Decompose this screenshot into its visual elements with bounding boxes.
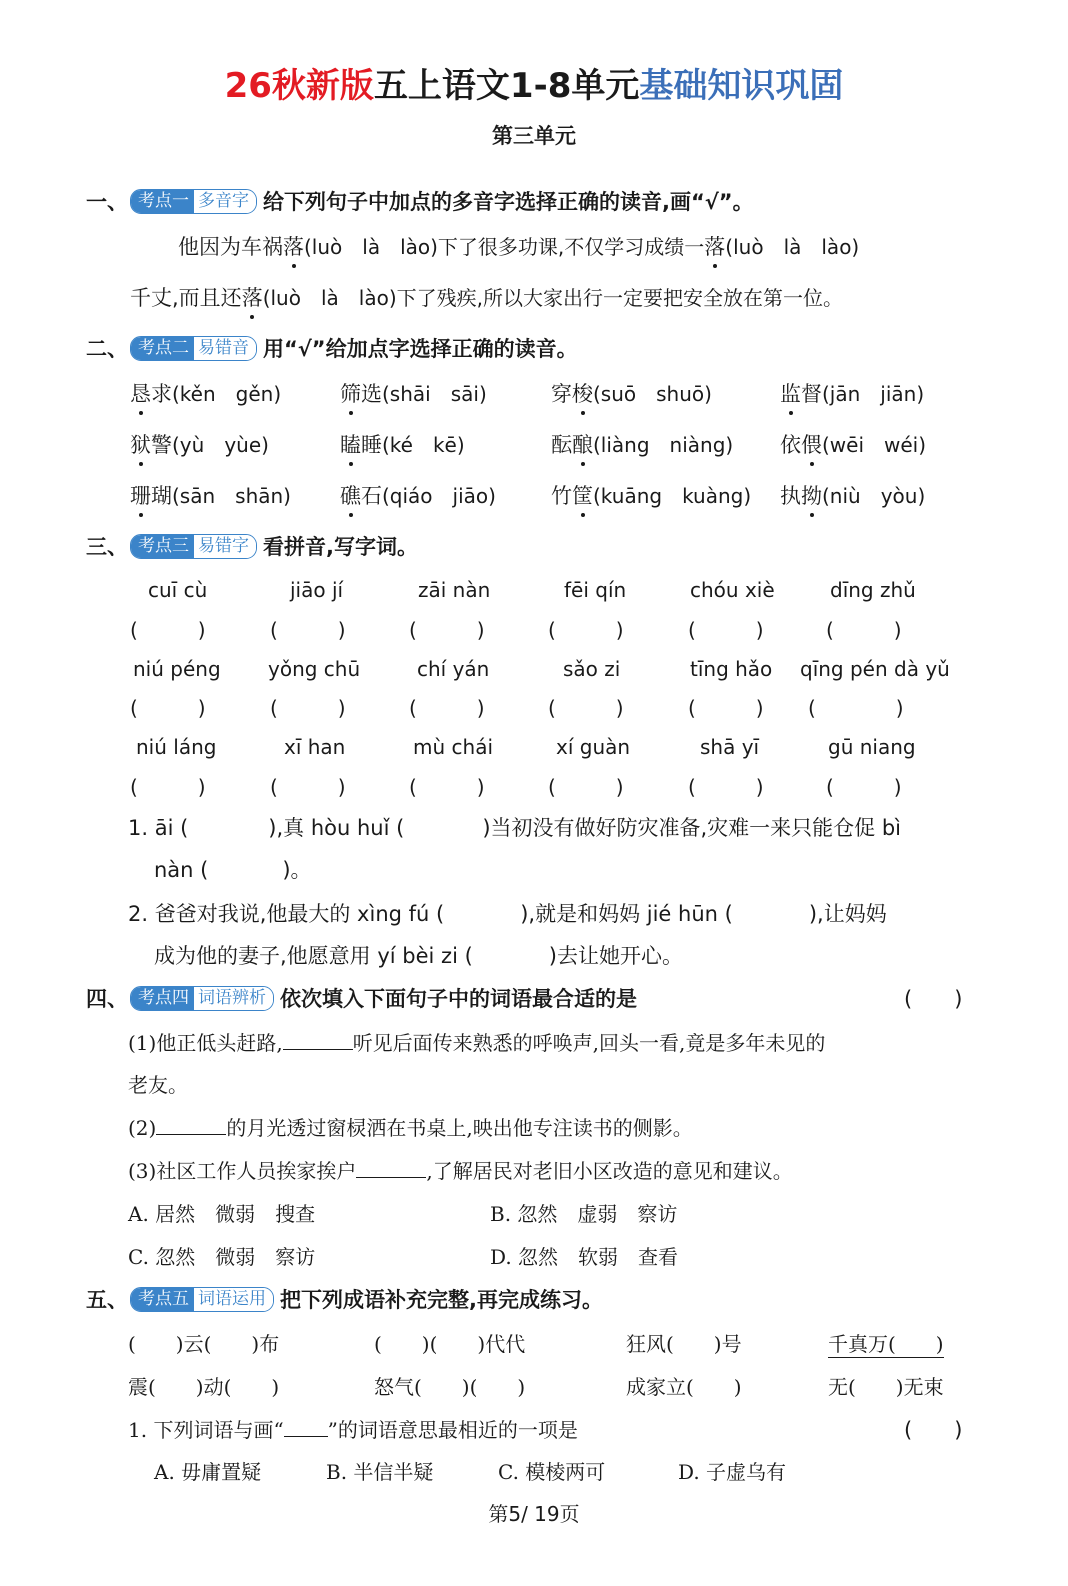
text: ),真 hòu huǐ ( [268, 816, 405, 840]
answer-blank[interactable]: ( ) [270, 696, 346, 720]
text: 选 [361, 382, 382, 406]
dotted-char: 拗 [801, 480, 822, 510]
text: )去让她开心。 [548, 944, 683, 968]
pinyin-prompt: gū niang [828, 735, 916, 759]
s2-item [551, 429, 733, 459]
pinyin-choices: (suō shuō) [593, 382, 712, 406]
dotted-char: 狱 [130, 429, 151, 459]
answer-blank[interactable]: ( ) [904, 987, 963, 1011]
dotted-char: 珊 [130, 480, 151, 510]
text: 执 [780, 484, 801, 508]
idiom-blank[interactable]: 成家立( ) [626, 1375, 742, 1399]
dotted-char: 监 [780, 378, 801, 408]
answer-blank[interactable]: ( ) [688, 618, 764, 642]
page-number: 第5/ 19页 [488, 1502, 580, 1526]
pinyin-choices: (wēi wéi) [822, 433, 927, 457]
title-part-blue: 基础知识巩固 [639, 66, 844, 106]
text: 求 [151, 382, 172, 406]
answer-blank[interactable]: ( ) [270, 618, 346, 642]
text: ”的词语意思最相近的一项是 [327, 1418, 578, 1442]
pinyin-prompt: sǎo zi [563, 657, 621, 681]
text: 竹 [551, 484, 572, 508]
pinyin-prompt: chí yán [417, 657, 490, 681]
text: )当初没有做好防灾准备,灾难一来只能仓促 bì [482, 816, 902, 840]
pinyin-prompt: chóu xiè [690, 578, 775, 602]
pinyin-prompt: cuī cù [148, 578, 208, 602]
section-instruction: 依次填入下面句子中的词语最合适的是 [280, 987, 637, 1011]
pinyin-prompt: fēi qín [564, 578, 627, 602]
badge-name: 词语辨析 [194, 987, 273, 1010]
title-part-red: 26秋新版 [224, 66, 374, 106]
text: 依 [780, 433, 801, 457]
answer-blank[interactable]: ( ) [409, 696, 485, 720]
answer-blank[interactable]: ( ) [688, 696, 764, 720]
s2-item [780, 480, 925, 510]
section-instruction: 看拼音,写字词。 [263, 535, 418, 559]
s4-sentence-2 [128, 1112, 693, 1141]
dotted-char: 偎 [801, 429, 822, 459]
s2-item [130, 480, 291, 510]
pinyin-choices: (ké kē) [382, 433, 465, 457]
s1-line-1 [178, 231, 859, 261]
pinyin-choices: (niù yòu) [822, 484, 926, 508]
text: 石 [361, 484, 382, 508]
pinyin-prompt: shā yī [700, 735, 760, 759]
text: ),让妈妈 [808, 902, 887, 926]
s2-item [340, 480, 496, 510]
dotted-char: 筛 [340, 378, 361, 408]
s4-sentence-1 [128, 1027, 825, 1056]
text: 穿 [551, 382, 572, 406]
answer-blank[interactable]: ( ) [808, 696, 909, 720]
fill-line[interactable] [156, 1134, 226, 1135]
pinyin-prompt: niú péng [133, 657, 221, 681]
badge-key: 考点四 [131, 987, 194, 1010]
section-4-heading [86, 983, 637, 1013]
idiom-blank[interactable]: ( )云( )布 [128, 1332, 280, 1356]
text: 2. 爸爸对我说,他最大的 xìng fú ( [128, 902, 445, 926]
pinyin-choices: (kuāng kuàng) [593, 484, 752, 508]
option-c[interactable]: C. 忽然 微弱 察访 [128, 1245, 316, 1269]
section-number: 四、 [86, 987, 128, 1011]
idiom-blank[interactable]: 狂风( )号 [626, 1332, 742, 1356]
idiom-blank[interactable]: ( )( )代代 [374, 1332, 526, 1356]
unit-subtitle: 第三单元 [492, 124, 576, 148]
badge-key: 考点二 [131, 337, 194, 360]
s2-item [340, 429, 465, 459]
text: 他因为车祸 [178, 235, 283, 259]
option-a[interactable]: A. 居然 微弱 搜查 [128, 1202, 316, 1226]
section-badge [130, 534, 257, 559]
text: nàn ( [154, 858, 209, 882]
section-badge [130, 1287, 274, 1312]
dotted-char: 筐 [572, 480, 593, 510]
text: (1)他正低头赶路, [128, 1031, 283, 1055]
badge-name: 易错字 [194, 535, 256, 558]
text: (luò là lào)下了残疾,所以大家出行一定要把安全放在第一位。 [262, 286, 843, 310]
section-number: 三、 [86, 535, 128, 559]
idiom-blank[interactable]: 怒气( )( ) [374, 1375, 526, 1399]
s3-sentence-2-cont [154, 940, 683, 970]
s2-item [780, 378, 924, 408]
text: 千丈,而且还 [130, 286, 242, 310]
dotted-char: 酿 [572, 429, 593, 459]
s2-item [551, 378, 712, 408]
text: 1. āi ( [128, 816, 189, 840]
answer-blank[interactable]: ( ) [904, 1418, 963, 1442]
s2-item [780, 429, 926, 459]
s2-item [551, 480, 751, 510]
badge-key: 考点五 [131, 1288, 194, 1311]
s2-item [130, 429, 269, 459]
pinyin-choices: (yù yùe) [172, 433, 269, 457]
idiom-blank-underlined[interactable]: 千真万( ) [828, 1328, 944, 1358]
s3-sentence-1 [128, 812, 901, 842]
section-5-heading [86, 1284, 603, 1314]
pinyin-choices: (sān shān) [172, 484, 291, 508]
idiom-blank[interactable]: 无( )无束 [828, 1375, 944, 1399]
text: ,了解居民对老旧小区改造的意见和建议。 [426, 1159, 793, 1183]
option-d[interactable]: D. 忽然 软弱 查看 [490, 1245, 679, 1269]
s3-sentence-1-cont [154, 854, 312, 884]
text: 督 [801, 382, 822, 406]
text: 1. 下列词语与画“ [128, 1418, 284, 1442]
section-badge [130, 986, 274, 1011]
dotted-char: 落 [704, 231, 725, 261]
pinyin-choices: (liàng niàng) [593, 433, 734, 457]
section-instruction: 用“√”给加点字选择正确的读音。 [263, 337, 578, 361]
section-instruction: 把下列成语补充完整,再完成练习。 [280, 1288, 603, 1312]
answer-blank[interactable]: ( ) [548, 618, 624, 642]
title-part-black: 五上语文1-8单元 [373, 66, 640, 106]
answer-blank[interactable]: ( ) [548, 696, 624, 720]
text: (luò là lào) [725, 235, 860, 259]
s4-sentence-1-cont: 老友。 [128, 1073, 188, 1097]
pinyin-choices: (qiáo jiāo) [382, 484, 496, 508]
badge-key: 考点三 [131, 535, 194, 558]
answer-blank[interactable]: ( ) [130, 618, 206, 642]
section-2-heading [86, 333, 578, 363]
answer-blank[interactable]: ( ) [409, 775, 485, 799]
answer-blank[interactable]: ( ) [548, 775, 624, 799]
text: 睡 [361, 433, 382, 457]
dotted-char: 落 [283, 231, 304, 261]
pinyin-prompt: jiāo jí [290, 578, 344, 602]
s3-sentence-2 [128, 898, 887, 928]
answer-blank[interactable]: ( ) [130, 696, 206, 720]
idiom-blank[interactable]: 震( )动( ) [128, 1375, 280, 1399]
option-c[interactable]: C. 模棱两可 [498, 1460, 606, 1484]
text: 的月光透过窗棂洒在书桌上,映出他专注读书的侧影。 [226, 1116, 693, 1140]
text: 听见后面传来熟悉的呼唤声,回头一看,竟是多年未见的 [352, 1031, 826, 1055]
pinyin-prompt: qīng pén dà yǔ [800, 657, 950, 681]
text: (2) [128, 1116, 157, 1140]
s5-question-1 [128, 1414, 578, 1443]
text: (3)社区工作人员挨家挨户 [128, 1159, 357, 1183]
pinyin-prompt: dīng zhǔ [830, 578, 916, 602]
s2-item [130, 378, 281, 408]
fill-line[interactable] [356, 1177, 426, 1178]
dotted-char: 礁 [340, 480, 361, 510]
text: 警 [151, 433, 172, 457]
s1-line-2 [130, 282, 843, 312]
pinyin-prompt: niú láng [136, 735, 217, 759]
answer-blank[interactable]: ( ) [826, 618, 902, 642]
s2-item [340, 378, 487, 408]
badge-name: 词语运用 [194, 1288, 273, 1311]
answer-blank[interactable]: ( ) [409, 618, 485, 642]
text: 瑚 [151, 484, 172, 508]
fill-line[interactable] [283, 1049, 353, 1050]
section-1-heading [86, 186, 754, 216]
text: ),就是和妈妈 jié hūn ( [520, 902, 733, 926]
text: )。 [282, 858, 312, 882]
option-a[interactable]: A. 毋庸置疑 [154, 1460, 262, 1484]
answer-blank[interactable]: ( ) [688, 775, 764, 799]
document-title [0, 58, 1068, 107]
pinyin-choices: (jān jiān) [822, 382, 925, 406]
text: 成为他的妻子,他愿意用 yí bèi zi ( [154, 944, 473, 968]
option-b[interactable]: B. 半信半疑 [326, 1460, 434, 1484]
section-badge [130, 189, 257, 214]
pinyin-prompt: tīng hǎo [690, 657, 773, 681]
pinyin-prompt: xī han [284, 735, 346, 759]
dotted-char: 梭 [572, 378, 593, 408]
pinyin-choices: (shāi sāi) [382, 382, 487, 406]
section-number: 二、 [86, 337, 128, 361]
answer-blank[interactable]: ( ) [270, 775, 346, 799]
dotted-char: 落 [242, 282, 263, 312]
badge-name: 多音字 [194, 190, 256, 213]
dotted-char: 瞌 [340, 429, 361, 459]
pinyin-prompt: mù chái [413, 735, 493, 759]
text: 酝 [551, 433, 572, 457]
pinyin-choices: (kěn gěn) [172, 382, 282, 406]
section-instruction: 给下列句子中加点的多音字选择正确的读音,画“√”。 [263, 190, 754, 214]
section-number: 一、 [86, 190, 128, 214]
section-badge [130, 336, 257, 361]
option-d[interactable]: D. 子虚乌有 [678, 1460, 787, 1484]
pinyin-prompt: xí guàn [556, 735, 631, 759]
dotted-char: 恳 [130, 378, 151, 408]
answer-blank[interactable]: ( ) [826, 775, 902, 799]
text: (luò là lào)下了很多功课,不仅学习成绩一 [304, 235, 705, 259]
section-number: 五、 [86, 1288, 128, 1312]
fill-line [284, 1436, 328, 1437]
pinyin-prompt: zāi nàn [418, 578, 491, 602]
pinyin-prompt: yǒng chū [268, 657, 361, 681]
section-3-heading [86, 531, 418, 561]
badge-key: 考点一 [131, 190, 194, 213]
answer-blank[interactable]: ( ) [130, 775, 206, 799]
option-b[interactable]: B. 忽然 虚弱 察访 [490, 1202, 678, 1226]
s4-sentence-3 [128, 1155, 793, 1184]
badge-name: 易错音 [194, 337, 256, 360]
